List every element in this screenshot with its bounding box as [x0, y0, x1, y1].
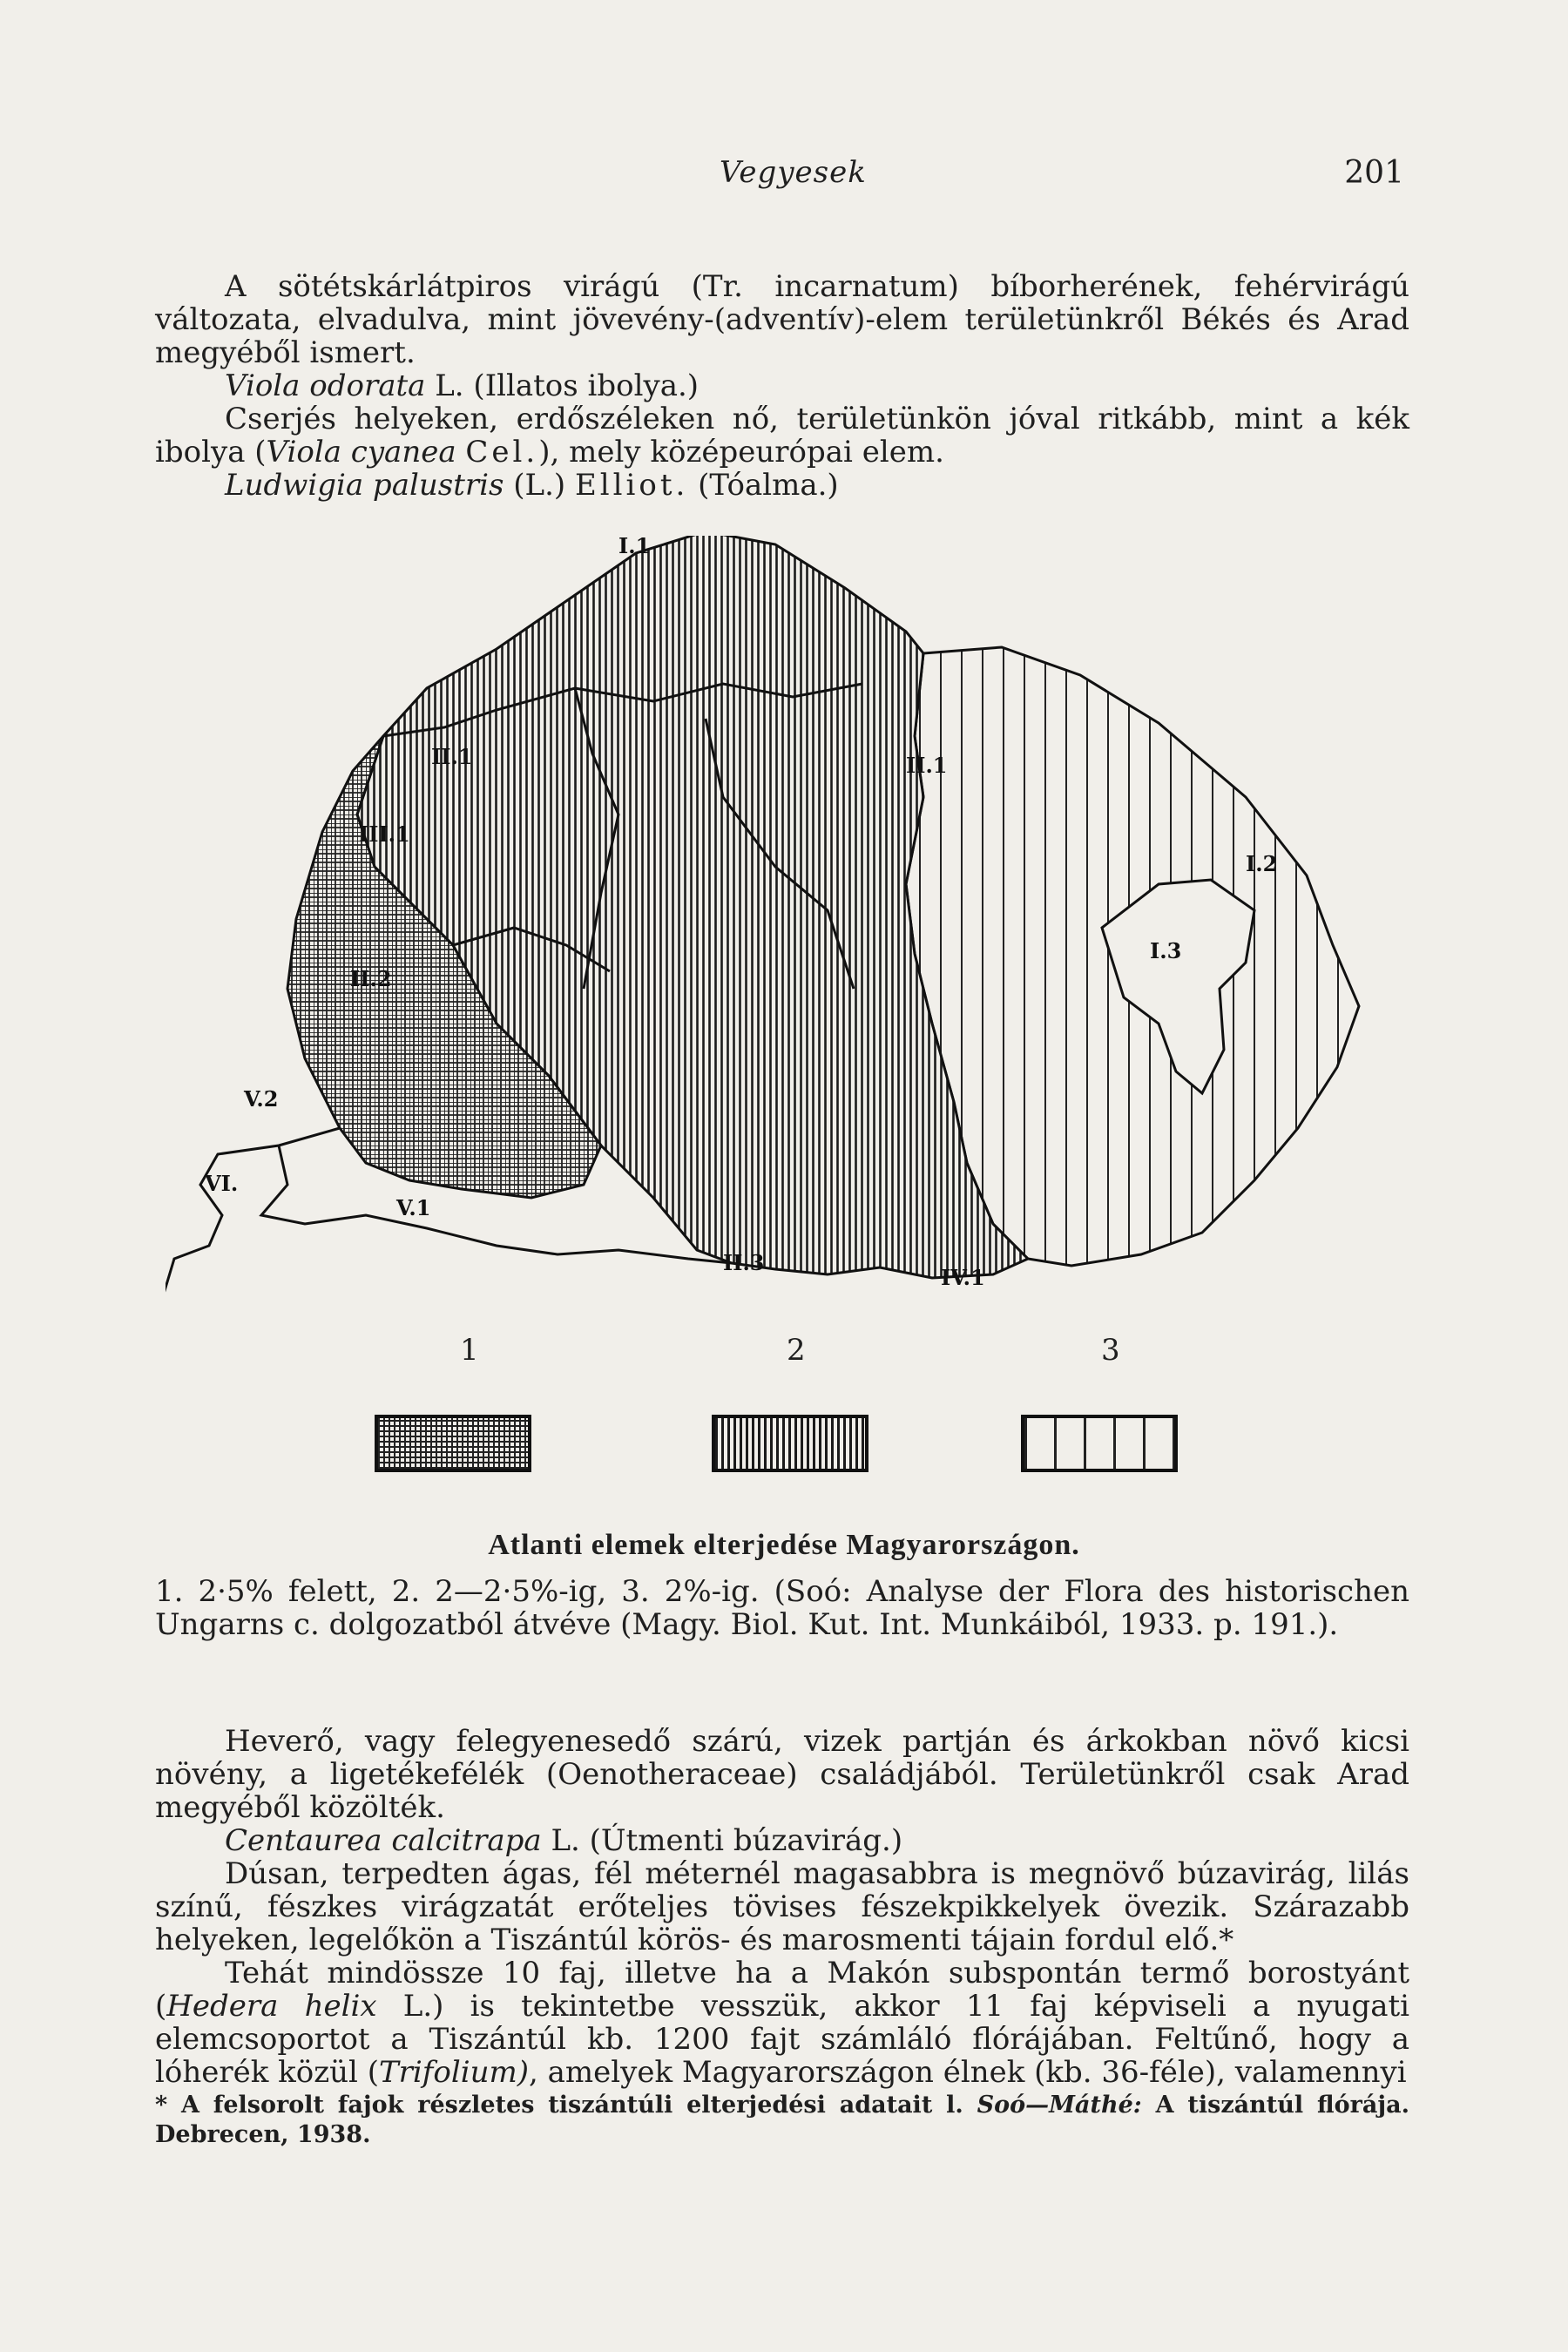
- distribution-map: [166, 536, 1402, 1302]
- map-label-III1: III.1: [359, 821, 410, 847]
- text-run: L.) is tekintetbe vesszük, akkor 11 faj képviseli a nyugati elemcsoportot a Tiszántúl kb. 1200 fajt számláló flórájában. Feltűnő, hogy a lóherék közül (: [155, 1989, 1410, 2090]
- map-label-II2: II.2: [350, 966, 392, 991]
- species-name: Viola odorata: [225, 368, 426, 403]
- intro-paragraph-2: [155, 402, 1409, 469]
- text-run: , amelyek Magyarországon élnek (kb. 36-féle), valamennyi: [529, 2055, 1407, 2090]
- text-run: (L.): [504, 468, 575, 503]
- species-rest: L. (Illatos ibolya.): [425, 368, 700, 403]
- text-run: (Tóalma.): [688, 468, 839, 503]
- map-label-I2: I.2: [1246, 851, 1278, 876]
- map-label-I3: I.3: [1150, 938, 1182, 963]
- body-paragraph-3: [155, 1957, 1409, 2089]
- legend-number-1: 1: [460, 1333, 479, 1368]
- map-label-IV1: IV.1: [941, 1265, 985, 1290]
- caption-text: 1. 2·5% felett, 2. 2—2·5%-ig, 3. 2%-ig. (Soó: Analyse der Flora des historischen Ungarns c. dolgozatból átvéve (Magy. Biol. Kut. Int. Munkáiból, 1933. p. 191.).: [155, 1574, 1409, 1642]
- text-run: Cserjés helyeken, erdőszéleken nő, területünkön jóval ritkább, mint a kék ibolya (: [155, 402, 1409, 470]
- body-text: [155, 1725, 1409, 2089]
- map-svg: [166, 536, 1402, 1302]
- map-caption: [155, 1575, 1409, 1641]
- author-name: Elliot.: [574, 468, 689, 503]
- map-label-VI: VI.: [205, 1171, 239, 1196]
- body-paragraph-2: Dúsan, terpedten ágas, fél méternél magasabbra is megnövő búzavirág, lilás színű, fészkes virágzatát erőteljes tövises fészekpikkelyek övezik. Szárazabb helyeken, legelőkön a Tiszántúl körös- és marosmenti tájain fordul elő.*: [155, 1856, 1409, 1957]
- author-name: Cel.: [465, 435, 539, 470]
- intro-text: [155, 270, 1409, 502]
- species-heading-ludwigia: [155, 469, 1409, 502]
- author-names: Soó—Máthé:: [977, 2092, 1142, 2119]
- legend-swatch-sparse-lines: [1021, 1415, 1178, 1472]
- running-title: Vegyesek: [720, 155, 867, 190]
- genus-name: Trifolium): [378, 2055, 529, 2090]
- page-number: 201: [1344, 155, 1404, 191]
- legend-swatch-dense-lines: [712, 1415, 868, 1472]
- map-label-V1: V.1: [396, 1195, 431, 1220]
- legend-number-2: 2: [787, 1333, 806, 1368]
- map-label-II1-east: II.1: [906, 753, 948, 778]
- map-label-I1: I.1: [618, 536, 651, 558]
- text-run: ), mely középeurópai elem.: [538, 435, 944, 470]
- footnote: [155, 2091, 1409, 2150]
- species-name: Ludwigia palustris: [225, 468, 504, 503]
- text-run: A tiszántúl flórája. Debrecen, 1938.: [155, 2092, 1410, 2148]
- text-run: L. (Útmenti búzavirág.): [541, 1823, 903, 1858]
- intro-paragraph-1: A sötétskárlátpiros virágú (Tr. incarnatum) bíborherének, fehérvirágú változata, elvadulva, mint jövevény-(adventív)-elem területünkről Békés és Arad megyéből ismert.: [155, 269, 1409, 370]
- species-heading-centaurea: [155, 1824, 1409, 1857]
- text-run: * A felsorolt fajok részletes tiszántúli elterjedési adatait l.: [155, 2092, 977, 2119]
- body-paragraph-1: Heverő, vagy felegyenesedő szárú, vizek partján és árkokban növő kicsi növény, a ligetékefélék (Oenotheraceae) családjából. Területünkről csak Arad megyéből közölték.: [155, 1724, 1409, 1825]
- map-caption-title: Atlanti elemek elterjedése Magyarországon.: [488, 1529, 1080, 1561]
- map-label-V2: V.2: [244, 1086, 279, 1112]
- legend-swatch-crosshatch: [375, 1415, 531, 1472]
- species-name: Centaurea calcitrapa: [225, 1823, 542, 1858]
- species-name: Hedera helix: [166, 1989, 377, 2024]
- species-heading-viola: [155, 369, 1409, 402]
- map-label-II3: II.3: [723, 1250, 765, 1275]
- legend-number-3: 3: [1101, 1333, 1120, 1368]
- map-label-II1: II.1: [431, 744, 473, 769]
- species-name: Viola cyanea: [266, 435, 456, 470]
- text-run: Tehát mindössze 10 faj, illetve ha a Makón subspontán termő borostyánt (: [155, 1956, 1409, 2024]
